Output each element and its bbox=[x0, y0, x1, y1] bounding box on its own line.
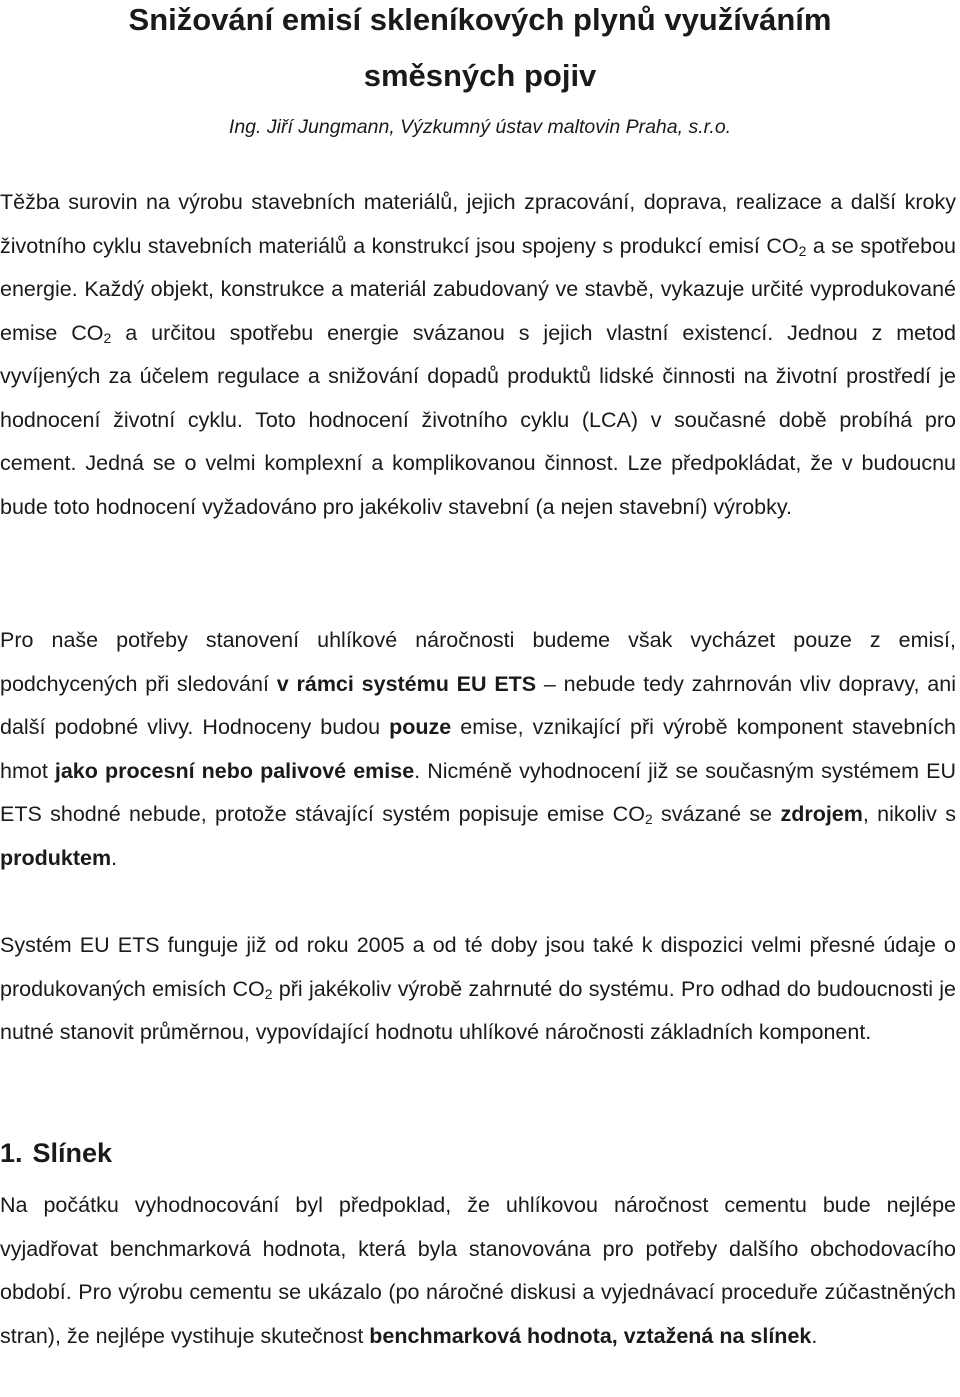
p2-bold-4: zdrojem bbox=[780, 802, 863, 826]
paragraph-intro bbox=[0, 181, 956, 529]
p2-bold-2: pouze bbox=[389, 715, 452, 739]
paragraph-clinker bbox=[0, 1184, 956, 1358]
paragraph-eu-ets bbox=[0, 924, 956, 1055]
p2-text-5: svázané se bbox=[652, 802, 781, 826]
p2-bold-5: produktem bbox=[0, 845, 112, 870]
p4-text-1: Na počátku vyhodnocování byl předpoklad, že uhlíkovou náročnost cementu bude nejlépe vyjadřovat benchmarková hodnota, která byla stanovována pro potřeby dalšího obchodovacího období. Pro výrobu cementu se ukázalo (po náročné diskusi a vyjednávací proceduře zúčastněných stran), že nejlépe vystihuje skutečnost bbox=[0, 1193, 956, 1348]
p3-text-2: při jakékoliv výrobě zahrnuté do systému. Pro odhad do budoucnosti je nutné stanovit průměrnou, vypovídající hodnotu uhlíkové náročnosti základních komponent. bbox=[0, 976, 956, 1044]
p4-text-2: . bbox=[811, 1323, 818, 1348]
section-label: Slínek bbox=[32, 1138, 113, 1168]
p1-subscript-2: 2 bbox=[103, 329, 112, 346]
p2-text-4: . Nicméně vyhodnocení již se současným systémem EU ETS shodné nebude, protože stávající systém popisuje emise CO bbox=[0, 758, 956, 826]
p2-text-1: Pro naše potřeby stanovení uhlíkové náročnosti budeme však vycházet pouze z emisí, podchycených při sledování bbox=[0, 628, 956, 696]
p1-text-2: a se spotřebou energie. Každý objekt, konstrukce a materiál zabudovaný ve stavbě, vykazuje určité vyprodukované emise CO bbox=[0, 233, 956, 345]
p1-text-1: Těžba surovin na výrobu stavebních materiálů, jejich zpracování, doprava, realizace a další kroky životního cyklu stavebních materiálů a konstrukcí jsou spojeny s produkcí emisí CO bbox=[0, 190, 956, 258]
p3-text-1: Systém EU ETS funguje již od roku 2005 a od té doby jsou také k dispozici velmi přesné údaje o produkovaných emisích CO bbox=[0, 933, 956, 1001]
p2-text-2: – nebude tedy zahrnován vliv dopravy, ani další podobné vlivy. Hodnoceny budou bbox=[0, 671, 956, 739]
p2-text-6: , nikoliv s bbox=[862, 802, 956, 826]
p2-bold-1: v rámci systému EU ETS bbox=[276, 671, 537, 696]
document-title-line-2: směsných pojiv bbox=[363, 58, 597, 93]
p3-subscript-1: 2 bbox=[264, 985, 273, 1002]
paragraph-scope bbox=[0, 619, 956, 880]
p2-text-7: . bbox=[111, 845, 118, 870]
p1-text-3: a určitou spotřebu energie svázanou s jejich vlastní existencí. Jednou z metod vyvíjených za účelem regulace a snižování dopadů produktů lidské činnosti na životní prostředí je hodnocení životní cyklu. Toto hodnocení životního cyklu (LCA) v současné době probíhá pro cement. Jedná se o velmi komplexní a komplikovanou činnost. Lze předpokládat, že v budoucnu bude toto hodnocení vyžadováno pro jakékoliv stavební (a nejen stavební) výrobky. bbox=[0, 320, 957, 519]
p4-bold-1: benchmarková hodnota, vztažená na slínek bbox=[369, 1323, 812, 1348]
p2-bold-3: jako procesní nebo palivové emise bbox=[54, 758, 415, 783]
p2-subscript-1: 2 bbox=[644, 811, 653, 827]
p1-subscript-1: 2 bbox=[798, 242, 807, 259]
section-number: 1. bbox=[0, 1138, 23, 1168]
document-title-line-1: Snižování emisí skleníkových plynů využíváním bbox=[128, 2, 832, 37]
p2-text-3: emise, vznikající při výrobě komponent stavebních hmot bbox=[0, 715, 956, 783]
author-affiliation: Ing. Jiří Jungmann, Výzkumný ústav maltovin Praha, s.r.o. bbox=[228, 116, 732, 138]
section-heading bbox=[0, 1136, 112, 1170]
